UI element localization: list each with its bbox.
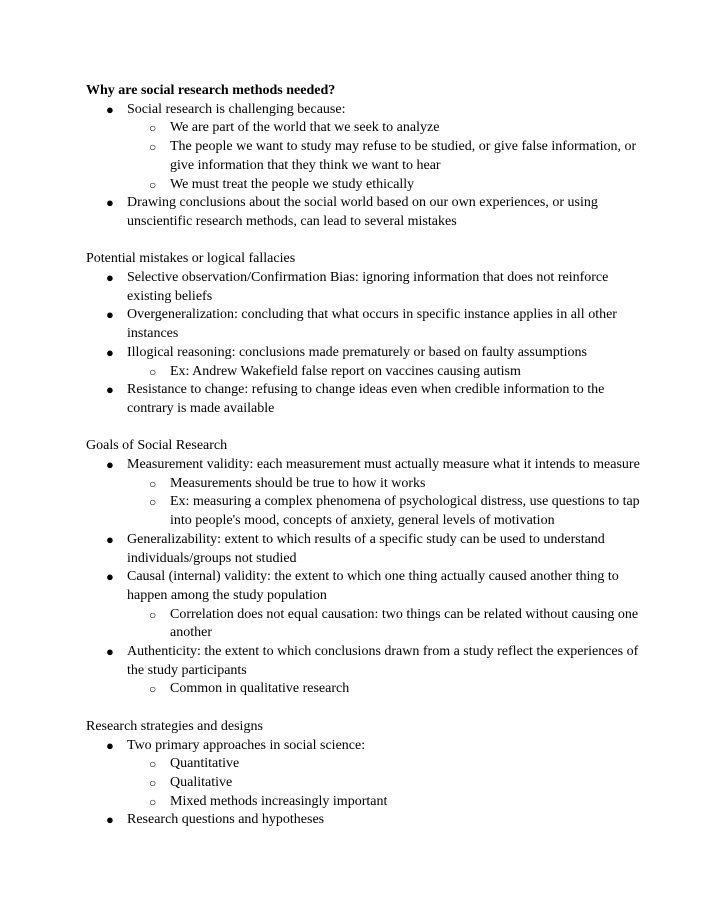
sub-list-item xyxy=(86,363,646,382)
list-item-text: Overgeneralization: concluding that what occurs in specific instance applies in all other instances xyxy=(127,307,617,342)
list-item-text: Selective observation/Confirmation Bias: ignoring information that does not reinforce existing beliefs xyxy=(127,270,609,304)
sub-list-item xyxy=(86,755,646,774)
list-item-text: Drawing conclusions about the social world based on our own experiences, or using unscientific research methods, can lead to several mistakes xyxy=(127,195,598,229)
hollow-bullet-icon: ○ xyxy=(149,794,157,809)
list-item xyxy=(86,344,646,363)
sub-list-item xyxy=(86,176,646,195)
section-research-strategies xyxy=(86,718,646,830)
list-item-text: Measurement validity: each measurement must actually measure what it intends to measure xyxy=(127,457,640,473)
list-item-text: Authenticity: the extent to which conclusions drawn from a study reflect the experiences of the study participants xyxy=(127,644,639,678)
bullet-list xyxy=(86,269,646,419)
hollow-bullet-icon: ○ xyxy=(149,682,157,697)
sub-list-item xyxy=(86,680,646,699)
sub-item-text: Ex: Andrew Wakefield false report on vaccines causing autism xyxy=(170,363,521,379)
list-item-text: Causal (internal) validity: the extent to which one thing actually caused another thing to happen among the study population xyxy=(127,569,619,603)
list-item xyxy=(86,269,646,306)
sub-list-item xyxy=(86,493,646,530)
filled-bullet-icon: ● xyxy=(106,644,114,660)
list-item xyxy=(86,811,646,830)
list-item-text: Resistance to change: refusing to change ideas even when credible information to the contrary is made available xyxy=(127,382,605,416)
filled-bullet-icon: ● xyxy=(106,270,114,286)
list-item xyxy=(86,194,646,231)
sub-item-text: The people we want to study may refuse to be studied, or give false information, or give information that they think we want to hear xyxy=(170,139,637,173)
filled-bullet-icon: ● xyxy=(106,737,114,753)
list-item-text: Social research is challenging because: xyxy=(127,101,346,117)
list-item xyxy=(86,306,646,343)
hollow-bullet-icon: ○ xyxy=(149,757,157,772)
sub-item-text: Mixed methods increasingly important xyxy=(170,793,388,809)
filled-bullet-icon: ● xyxy=(106,344,114,360)
sub-item-text: Quantitative xyxy=(170,756,240,772)
sub-list-item xyxy=(86,606,646,643)
sub-item-text: Correlation does not equal causation: two things can be related without causing one another xyxy=(170,606,639,641)
filled-bullet-icon: ● xyxy=(106,812,114,828)
list-item xyxy=(86,456,646,475)
hollow-bullet-icon: ○ xyxy=(149,495,157,510)
section-logical-fallacies xyxy=(86,250,646,418)
sub-item-text: Common in qualitative research xyxy=(170,681,350,697)
hollow-bullet-icon: ○ xyxy=(149,140,157,155)
list-item xyxy=(86,531,646,568)
hollow-bullet-icon: ○ xyxy=(149,476,157,491)
section-heading: Goals of Social Research xyxy=(86,438,228,454)
bullet-list xyxy=(86,101,646,232)
filled-bullet-icon: ● xyxy=(106,382,114,398)
list-item xyxy=(86,101,646,120)
hollow-bullet-icon: ○ xyxy=(149,775,157,790)
list-item-text: Generalizability: extent to which results of a specific study can be used to understand individuals/groups not studied xyxy=(127,531,605,566)
section-heading: Why are social research methods needed? xyxy=(86,83,336,98)
filled-bullet-icon: ● xyxy=(106,101,114,117)
filled-bullet-icon: ● xyxy=(106,569,114,585)
sub-item-text: We must treat the people we study ethically xyxy=(170,176,415,192)
sub-list-item xyxy=(86,119,646,138)
sub-list-item xyxy=(86,774,646,793)
section-goals xyxy=(86,437,646,699)
hollow-bullet-icon: ○ xyxy=(149,177,157,192)
section-heading: Research strategies and designs xyxy=(86,718,263,734)
hollow-bullet-icon: ○ xyxy=(149,121,157,136)
hollow-bullet-icon: ○ xyxy=(149,364,157,379)
list-item-text: Research questions and hypotheses xyxy=(127,812,325,828)
hollow-bullet-icon: ○ xyxy=(149,607,157,622)
section-why-methods xyxy=(86,82,646,232)
list-item xyxy=(86,643,646,680)
document-page xyxy=(86,82,646,830)
filled-bullet-icon: ● xyxy=(106,457,114,473)
list-item-text: Illogical reasoning: conclusions made prematurely or based on faulty assumptions xyxy=(127,344,587,360)
list-item xyxy=(86,381,646,418)
sub-list-item xyxy=(86,793,646,812)
filled-bullet-icon: ● xyxy=(106,307,114,323)
filled-bullet-icon: ● xyxy=(106,195,114,211)
bullet-list xyxy=(86,737,646,831)
sub-item-text: Qualitative xyxy=(170,774,233,790)
sub-item-text: We are part of the world that we seek to analyze xyxy=(170,120,440,136)
sub-list-item xyxy=(86,138,646,175)
sub-list-item xyxy=(86,475,646,494)
sub-item-text: Measurements should be true to how it works xyxy=(170,475,426,491)
list-item-text: Two primary approaches in social science: xyxy=(127,737,366,753)
sub-item-text: Ex: measuring a complex phenomena of psychological distress, use questions to tap into people's mood, concepts of anxiety, general levels of motivation xyxy=(170,494,640,529)
bullet-list xyxy=(86,456,646,699)
section-heading: Potential mistakes or logical fallacies xyxy=(86,251,296,267)
list-item xyxy=(86,737,646,756)
list-item xyxy=(86,568,646,605)
filled-bullet-icon: ● xyxy=(106,531,114,547)
